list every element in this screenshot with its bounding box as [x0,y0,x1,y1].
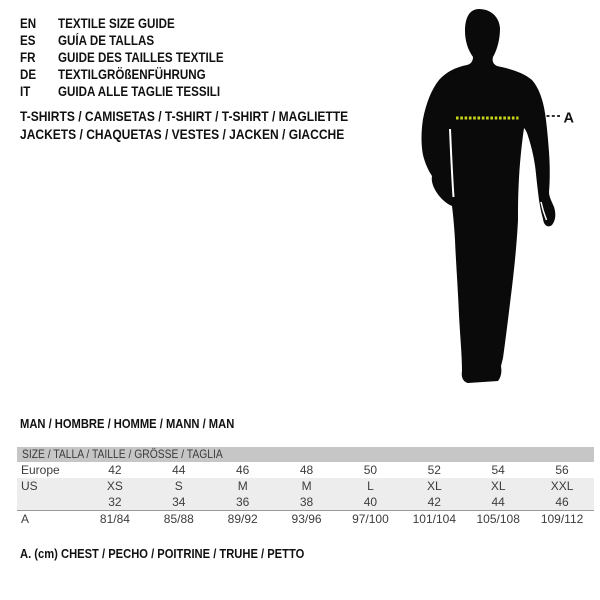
language-code: ES [20,33,36,48]
table-cell: 36 [236,495,250,509]
table-cell: XS [106,479,123,493]
language-label: GUIDE DES TAILLES TEXTILE [58,50,224,65]
language-code: IT [20,84,31,99]
table-cell: 44 [172,463,186,477]
table-cell: 109/112 [540,512,584,526]
table-cell: 97/100 [352,512,389,526]
table-cell: XL [490,479,506,493]
language-label: TEXTILGRÖßENFÜHRUNG [58,67,206,82]
row-label: A [21,512,30,526]
language-label: GUIDA ALLE TAGLIE TESSILI [58,84,221,99]
language-code: DE [20,67,37,82]
table-cell: M [301,479,312,493]
table-row-chest-cm [17,510,594,527]
language-code: FR [20,50,36,65]
table-cell: 42 [427,495,441,509]
table-cell: 52 [427,463,441,477]
table-cell: 89/92 [227,512,258,526]
table-cell: 44 [491,495,505,509]
table-cell: S [174,479,183,493]
section-title-wrap [20,416,269,431]
row-label [17,494,83,510]
footnote: A. (cm) CHEST / PECHO / POITRINE / TRUHE / PETTO [20,546,305,561]
table-cell: 48 [299,463,314,477]
table-cell: 85/88 [163,512,194,526]
row-label: Europe [21,463,60,477]
table-row-alt-sizes [17,494,594,510]
table-cell: 54 [491,463,505,477]
size-table-header [17,447,594,462]
table-cell: 81/84 [99,512,130,526]
table-cell: 93/96 [291,512,322,526]
table-cell: XXL [550,479,574,493]
table-cell: 50 [363,463,378,477]
table-row-europe [17,462,594,478]
table-cell: 105/108 [476,512,520,526]
table-cell: XL [426,479,442,493]
table-row-us [17,478,594,494]
language-code: EN [20,16,37,31]
size-table [17,447,594,527]
table-cell: 42 [108,463,122,477]
category-line-tshirts: T-SHIRTS / CAMISETAS / T-SHIRT / T-SHIRT / MAGLIETTE [20,108,349,124]
row-label: US [21,479,38,493]
footnote-wrap [20,546,351,561]
table-cell: 40 [363,495,378,509]
table-cell: M [237,479,248,493]
table-cell: 34 [172,495,186,509]
table-cell: 56 [555,463,569,477]
measure-label-a: A [563,110,574,127]
man-silhouette [422,9,556,383]
table-cell: 46 [236,463,250,477]
table-cell: 46 [555,495,569,509]
language-label: TEXTILE SIZE GUIDE [58,16,175,31]
table-cell: 38 [299,495,314,509]
table-cell: 32 [108,495,122,509]
language-label: GUÍA DE TALLAS [58,33,155,48]
table-cell: L [367,479,374,493]
section-title: MAN / HOMBRE / HOMME / MANN / MAN [20,416,235,431]
category-line-jackets: JACKETS / CHAQUETAS / VESTES / JACKEN / GIACCHE [20,126,345,142]
table-cell: 101/104 [412,512,456,526]
size-table-header-label: SIZE / TALLA / TAILLE / GRÖSSE / TAGLIA [22,447,223,461]
